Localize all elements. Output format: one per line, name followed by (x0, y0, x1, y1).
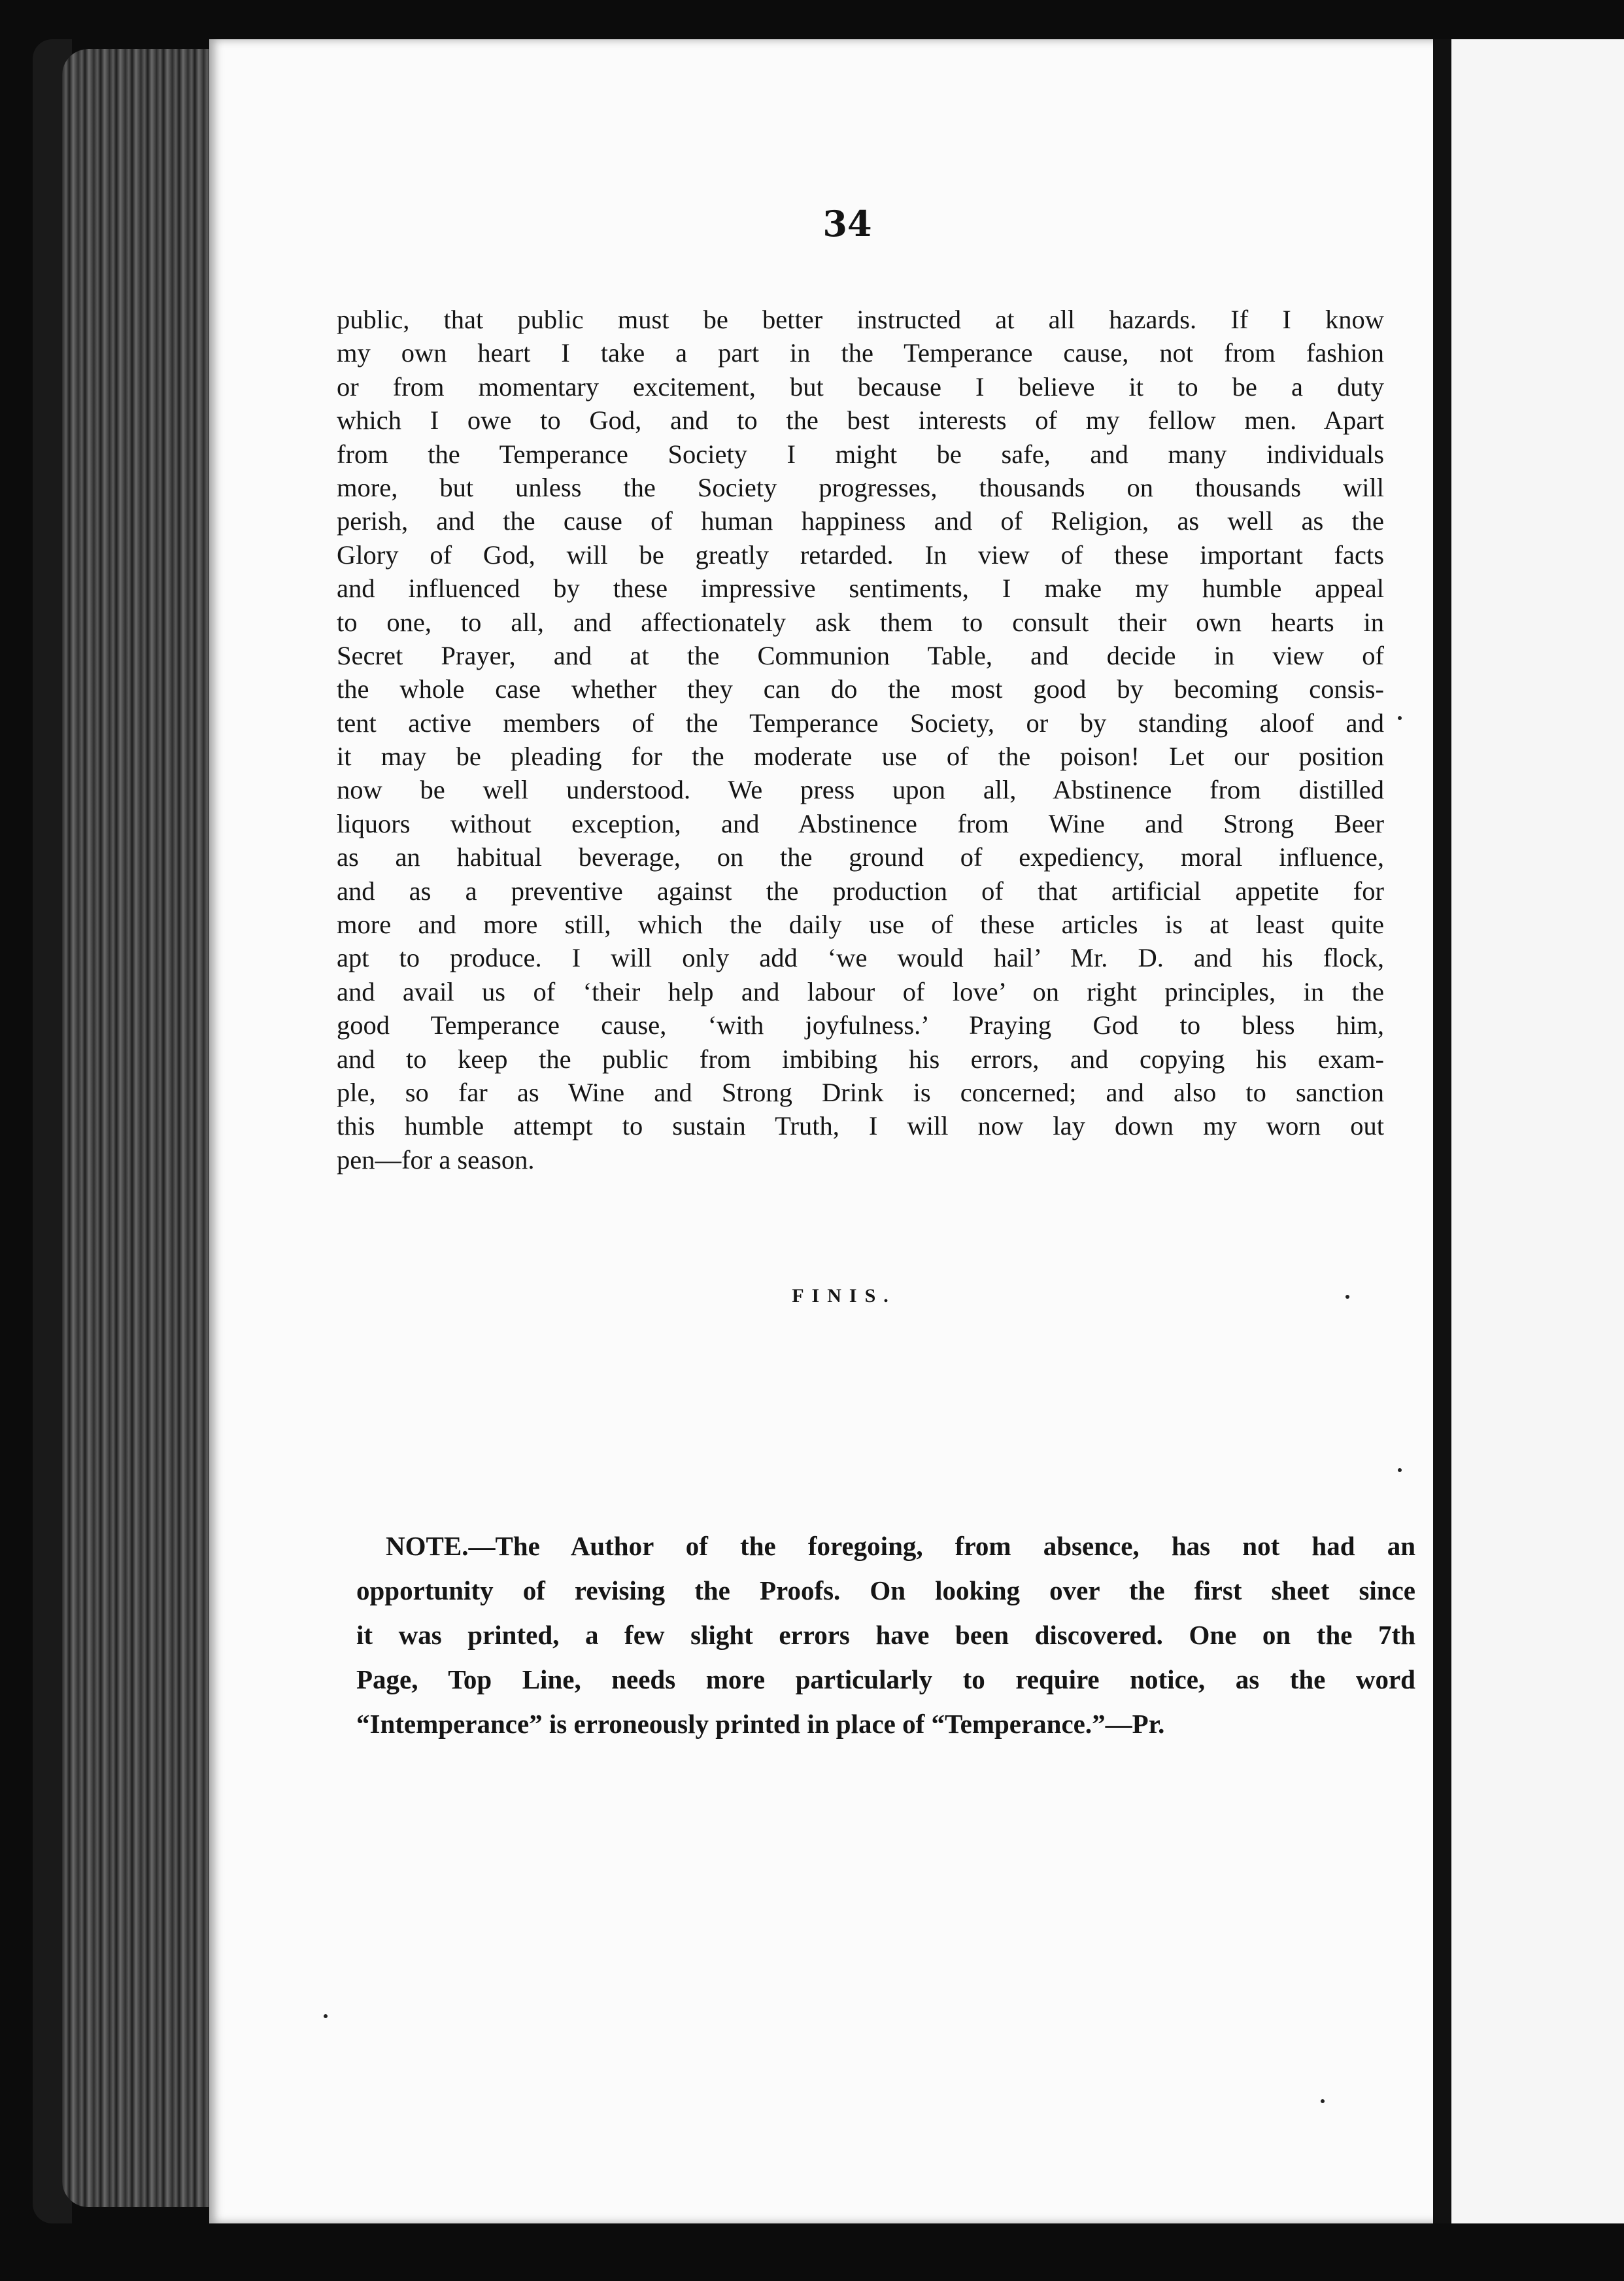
note-line: opportunity of revising the Proofs. On looking over the first sheet since (356, 1575, 1415, 1605)
body-line: and influenced by these impressive sentiments, I make my humble appeal (337, 574, 1384, 604)
page-gutter (1433, 39, 1451, 2223)
print-speck (1398, 1468, 1402, 1472)
body-line: tent active members of the Temperance Society, or by standing aloof and (337, 708, 1384, 738)
body-line: and as a preventive against the production of that artificial appetite for (337, 876, 1384, 906)
body-line: or from momentary excitement, but because I believe it to be a duty (337, 371, 1384, 402)
body-line: more, but unless the Society progresses, thousands on thousands will (337, 472, 1384, 502)
body-line: apt to produce. I will only add ‘we would hail’ Mr. D. and his flock, (337, 943, 1384, 973)
body-line: and avail us of ‘their help and labour of love’ on right principles, in the (337, 976, 1384, 1006)
note-line: NOTE.—The Author of the foregoing, from absence, has not had an (386, 1531, 1415, 1561)
body-line: it may be pleading for the moderate use of the poison! Let our position (337, 742, 1384, 772)
page-number: 34 (822, 203, 872, 245)
note-line: it was printed, a few slight errors have been discovered. One on the 7th (356, 1620, 1415, 1650)
body-line: from the Temperance Society I might be safe, and many individuals (337, 439, 1384, 469)
book-page (209, 39, 1446, 2223)
note-line: “Intemperance” is erroneously printed in place of “Temperance.”—Pr. (356, 1709, 1165, 1739)
body-line: perish, and the cause of human happiness and of Religion, as well as the (337, 506, 1384, 536)
book-page-stack-edge (62, 49, 212, 2207)
facing-page-edge (1451, 39, 1624, 2223)
body-line: my own heart I take a part in the Temperance cause, not from fashion (337, 338, 1384, 368)
body-line: now be well understood. We press upon all, Abstinence from distilled (337, 775, 1384, 805)
body-line: and to keep the public from imbibing his errors, and copying his exam- (337, 1044, 1384, 1074)
finis-heading: FINIS. (792, 1285, 896, 1307)
errata-note (356, 1524, 1415, 1746)
body-line: the whole case whether they can do the most good by becoming consis- (337, 674, 1384, 704)
body-line: as an habitual beverage, on the ground of expediency, moral influence, (337, 842, 1384, 872)
body-line: ple, so far as Wine and Strong Drink is concerned; and also to sanction (337, 1077, 1384, 1107)
body-line: to one, to all, and affectionately ask them to consult their own hearts in (337, 607, 1384, 637)
body-line: public, that public must be better instructed at all hazards. If I know (337, 305, 1384, 334)
body-line: which I owe to God, and to the best interests of my fellow men. Apart (337, 405, 1384, 436)
print-speck (324, 2014, 328, 2018)
print-speck (1398, 716, 1402, 720)
body-line: liquors without exception, and Abstinence from Wine and Strong Beer (337, 808, 1384, 838)
body-line: this humble attempt to sustain Truth, I will now lay down my worn out (337, 1111, 1384, 1141)
body-line: Secret Prayer, and at the Communion Table, and decide in view of (337, 640, 1384, 670)
body-line: good Temperance cause, ‘with joyfulness.’ Praying God to bless him, (337, 1010, 1384, 1040)
body-line: Glory of God, will be greatly retarded. In view of these important facts (337, 540, 1384, 570)
note-line: Page, Top Line, needs more particularly to require notice, as the word (356, 1664, 1415, 1694)
body-line: pen—for a season. (337, 1144, 535, 1175)
print-speck (1345, 1295, 1349, 1299)
body-line: more and more still, which the daily use of these articles is at least quite (337, 910, 1384, 940)
print-speck (1321, 2099, 1325, 2103)
body-text (337, 303, 1384, 1176)
